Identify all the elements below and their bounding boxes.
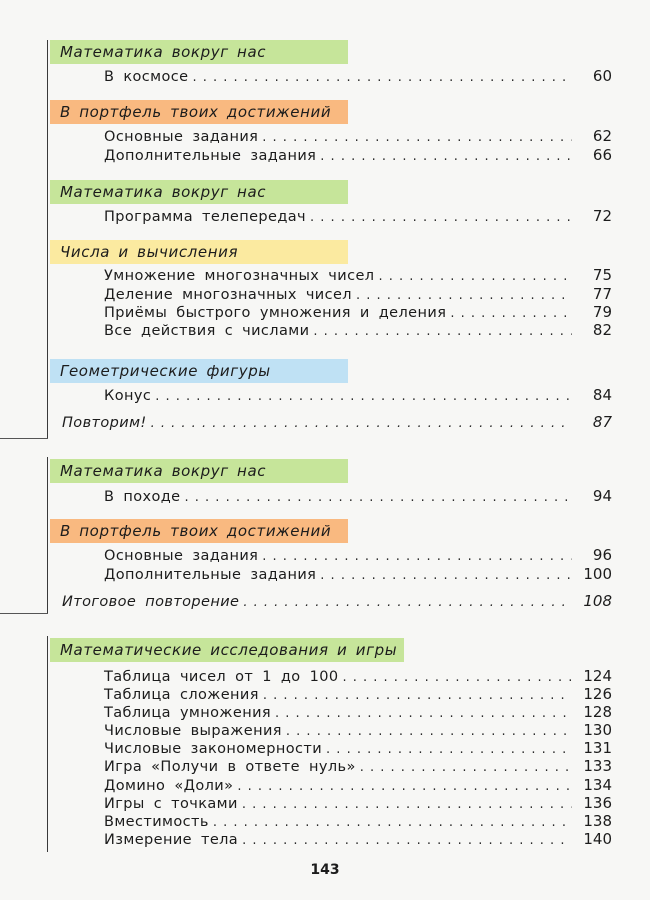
entry-label: Таблица чисел от 1 до 100: [104, 669, 339, 685]
toc-entry[interactable]: [104, 685, 612, 703]
toc-entry-top-level[interactable]: [62, 592, 612, 610]
group-line-3: [47, 636, 48, 852]
entry-page: 84: [592, 386, 612, 404]
entry-page: 87: [592, 413, 612, 431]
toc-entry-top-level[interactable]: [62, 413, 612, 431]
entry-label: Умножение многозначных чисел: [104, 268, 375, 284]
entry-page: 77: [592, 285, 612, 303]
toc-entry[interactable]: [104, 127, 612, 145]
page-number: 143: [310, 862, 340, 878]
entry-label: Повторим!: [62, 415, 147, 431]
entry-page: 130: [583, 721, 612, 739]
entry-page: 82: [592, 321, 612, 339]
section-banner: Числа и вычисления: [50, 240, 348, 264]
entry-label: Числовые выражения: [104, 723, 282, 739]
toc-entry[interactable]: [104, 321, 612, 339]
toc-entry[interactable]: [104, 776, 612, 794]
section-banner: Математика вокруг нас: [50, 180, 348, 204]
section-banner: Математика вокруг нас: [50, 40, 348, 64]
leader-dots: [243, 594, 572, 612]
toc-entry[interactable]: [104, 386, 612, 404]
entry-label: Деление многозначных чисел: [104, 287, 352, 303]
entry-page: 60: [592, 67, 612, 85]
toc-entry[interactable]: [104, 667, 612, 685]
entry-label: Дополнительные задания: [104, 567, 317, 583]
entry-page: 72: [592, 207, 612, 225]
leader-dots: [151, 415, 572, 433]
entry-page: 100: [583, 565, 612, 583]
leader-dots: [313, 323, 572, 341]
toc-entry[interactable]: [104, 266, 612, 284]
leader-dots: [185, 489, 572, 507]
entry-label: В походе: [104, 489, 181, 505]
toc-entry[interactable]: [104, 703, 612, 721]
entry-label: В космосе: [104, 69, 189, 85]
toc-entry[interactable]: [104, 207, 612, 225]
entry-label: Таблица умножения: [104, 705, 272, 721]
leader-dots: [262, 548, 572, 566]
entry-label: Основные задания: [104, 548, 259, 564]
toc-entry[interactable]: [104, 739, 612, 757]
entry-page: 62: [592, 127, 612, 145]
toc-entry[interactable]: [104, 757, 612, 775]
entry-label: Числовые закономерности: [104, 741, 323, 757]
entry-page: 94: [592, 487, 612, 505]
section-banner: Математические исследования и игры: [50, 638, 404, 662]
leader-dots: [155, 388, 572, 406]
entry-label: Игра «Получи в ответе нуль»: [104, 759, 356, 775]
toc-entry[interactable]: [104, 546, 612, 564]
entry-label: Игры с точками: [104, 796, 238, 812]
entry-page: 126: [583, 685, 612, 703]
toc-entry[interactable]: [104, 794, 612, 812]
entry-label: Домино «Доли»: [104, 778, 234, 794]
entry-page: 140: [583, 830, 612, 848]
entry-label: Основные задания: [104, 129, 259, 145]
entry-label: Программа телепередач: [104, 209, 307, 225]
entry-page: 124: [583, 667, 612, 685]
entry-label: Все действия с числами: [104, 323, 310, 339]
toc-entry[interactable]: [104, 830, 612, 848]
section-banner: В портфель твоих достижений: [50, 519, 348, 543]
leader-dots: [262, 129, 572, 147]
entry-label: Итоговое повторение: [62, 594, 240, 610]
leader-dots: [320, 148, 572, 166]
section-banner: Геометрические фигуры: [50, 359, 348, 383]
entry-page: 136: [583, 794, 612, 812]
section-banner: Математика вокруг нас: [50, 459, 348, 483]
entry-page: 138: [583, 812, 612, 830]
leader-dots: [310, 209, 572, 227]
toc-entry[interactable]: [104, 146, 612, 164]
toc-entry[interactable]: [104, 67, 612, 85]
toc-entry[interactable]: [104, 812, 612, 830]
entry-page: 79: [592, 303, 612, 321]
toc-entry[interactable]: [104, 721, 612, 739]
entry-page: 66: [592, 146, 612, 164]
entry-page: 75: [592, 266, 612, 284]
separator-line-1: [0, 438, 48, 439]
entry-page: 128: [583, 703, 612, 721]
entry-page: 131: [583, 739, 612, 757]
separator-line-2: [0, 613, 48, 614]
entry-label: Измерение тела: [104, 832, 239, 848]
group-line-1: [47, 40, 48, 438]
entry-label: Конус: [104, 388, 152, 404]
entry-page: 134: [583, 776, 612, 794]
leader-dots: [360, 759, 572, 777]
entry-label: Вместимость: [104, 814, 209, 830]
entry-page: 108: [583, 592, 612, 610]
entry-label: Дополнительные задания: [104, 148, 317, 164]
leader-dots: [320, 567, 572, 585]
toc-entry[interactable]: [104, 303, 612, 321]
section-banner: В портфель твоих достижений: [50, 100, 348, 124]
toc-entry[interactable]: [104, 285, 612, 303]
entry-page: 96: [592, 546, 612, 564]
entry-label: Таблица сложения: [104, 687, 259, 703]
leader-dots: [378, 268, 572, 286]
entry-label: Приёмы быстрого умножения и деления: [104, 305, 447, 321]
toc-entry[interactable]: [104, 565, 612, 583]
group-line-2: [47, 457, 48, 613]
leader-dots: [192, 69, 572, 87]
entry-page: 133: [583, 757, 612, 775]
toc-entry[interactable]: [104, 487, 612, 505]
leader-dots: [242, 832, 572, 850]
